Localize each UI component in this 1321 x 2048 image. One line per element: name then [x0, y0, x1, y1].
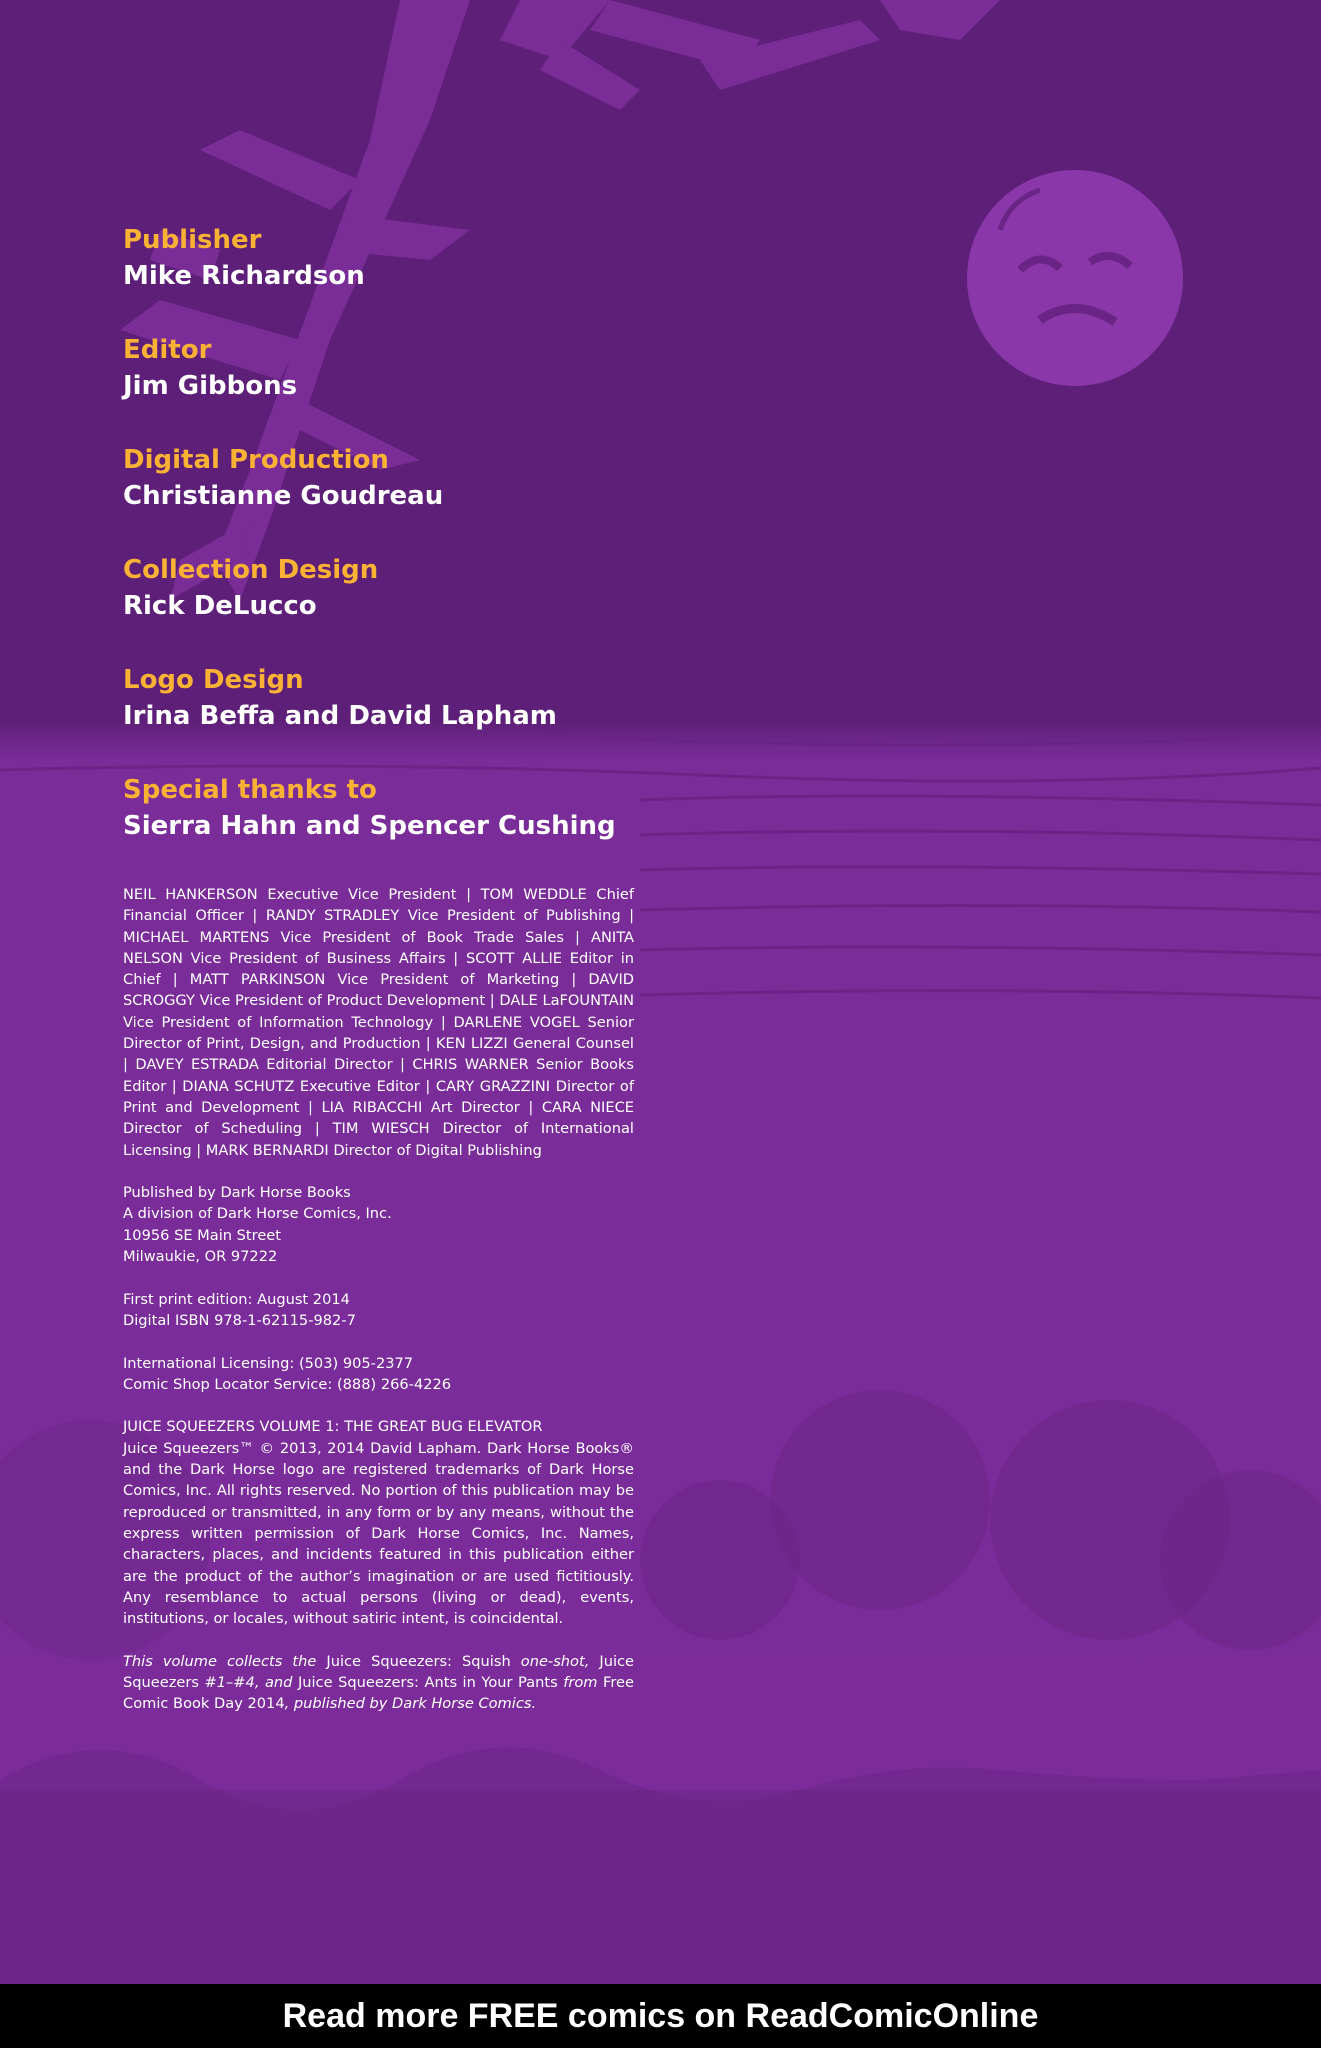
- credit-name: Sierra Hahn and Spencer Cushing: [123, 811, 616, 841]
- credit-role: Publisher: [123, 225, 262, 255]
- credit-name: Jim Gibbons: [123, 371, 298, 401]
- locator-phone: Comic Shop Locator Service: (888) 266-4226: [123, 1375, 452, 1393]
- credit-digital-production: [123, 442, 643, 552]
- collects-text: , published by Dark Horse Comics.: [284, 1695, 537, 1713]
- publisher-city: Milwaukie, OR 97222: [123, 1248, 278, 1266]
- collects-text: #1–#4, and: [198, 1673, 298, 1691]
- print-edition: First print edition: August 2014: [123, 1290, 350, 1308]
- edition-info: [123, 1289, 634, 1332]
- credit-name: Mike Richardson: [123, 261, 365, 291]
- promo-banner-text[interactable]: Read more FREE comics on ReadComicOnline: [282, 1996, 1039, 2035]
- fine-print: [123, 884, 634, 1736]
- licensing-phone: International Licensing: (503) 905-2377: [123, 1354, 414, 1372]
- contact-info: [123, 1353, 634, 1396]
- collects-title: Juice Squeezers: Squish: [326, 1652, 511, 1670]
- credits-list: [123, 222, 643, 882]
- credit-editor: [123, 332, 643, 442]
- publisher-line: A division of Dark Horse Comics, Inc.: [123, 1205, 392, 1223]
- isbn: Digital ISBN 978-1-62115-982-7: [123, 1311, 356, 1329]
- credit-role: Logo Design: [123, 665, 304, 695]
- collects-note: [123, 1651, 634, 1715]
- collects-text: from: [557, 1673, 604, 1691]
- collects-title: Free Comic Book Day 2014: [123, 1673, 634, 1713]
- credit-special-thanks: [123, 772, 643, 882]
- collects-text: one-shot,: [510, 1652, 600, 1670]
- credit-role: Collection Design: [123, 555, 379, 585]
- credit-role: Editor: [123, 335, 212, 365]
- credit-name: Christianne Goudreau: [123, 481, 444, 511]
- copyright-text: Juice Squeezers™ © 2013, 2014 David Lapham. Dark Horse Books® and the Dark Horse logo are registered trademarks of Dark Horse Comics, Inc. All rights reserved. No portion of this publication may be reproduced or transmitted, in any form or by any means, without the express written permission of Dark Horse Comics, Inc. Names, characters, places, and incidents featured in this publication either are the product of the author’s imagination or are used fictitiously. Any resemblance to actual persons (living or dead), events, institutions, or locales, without satiric intent, is coincidental.: [123, 1439, 634, 1628]
- credit-role: Special thanks to: [123, 775, 377, 805]
- credit-logo-design: [123, 662, 643, 772]
- credit-role: Digital Production: [123, 445, 389, 475]
- collects-title: Juice Squeezers: [123, 1652, 635, 1691]
- legal-notice: [123, 1416, 634, 1629]
- publisher-info: [123, 1182, 634, 1267]
- publisher-address: 10956 SE Main Street: [123, 1226, 282, 1244]
- publisher-line: Published by Dark Horse Books: [123, 1184, 351, 1202]
- moon: [967, 170, 1183, 386]
- credit-publisher: [123, 222, 643, 332]
- credit-name: Irina Beffa and David Lapham: [123, 701, 557, 731]
- promo-banner[interactable]: [0, 1984, 1321, 2048]
- collects-text: This volume collects the: [123, 1652, 327, 1670]
- book-title: JUICE SQUEEZERS VOLUME 1: THE GREAT BUG ELEVATOR: [123, 1418, 543, 1436]
- credit-collection-design: [123, 552, 643, 662]
- credit-name: Rick DeLucco: [123, 591, 317, 621]
- collects-title: Juice Squeezers: Ants in Your Pants: [297, 1673, 558, 1691]
- staff-list: NEIL HANKERSON Executive Vice President | TOM WEDDLE Chief Financial Officer | RANDY STRADLEY Vice President of Publishing | MICHAEL MARTENS Vice President of Book Trade Sales | ANITA NELSON Vice President of Business Affairs | SCOTT ALLIE Editor in Chief | MATT PARKINSON Vice President of Marketing | DAVID SCROGGY Vice President of Product Development | DALE LaFOUNTAIN Vice President of Information Technology | DARLENE VOGEL Senior Director of Print, Design, and Production | KEN LIZZI General Counsel | DAVEY ESTRADA Editorial Director | CHRIS WARNER Senior Books Editor | DIANA SCHUTZ Executive Editor | CARY GRAZZINI Director of Print and Development | LIA RIBACCHI Art Director | CARA NIECE Director of Scheduling | TIM WIESCH Director of International Licensing | MARK BERNARDI Director of Digital Publishing: [123, 886, 634, 1159]
